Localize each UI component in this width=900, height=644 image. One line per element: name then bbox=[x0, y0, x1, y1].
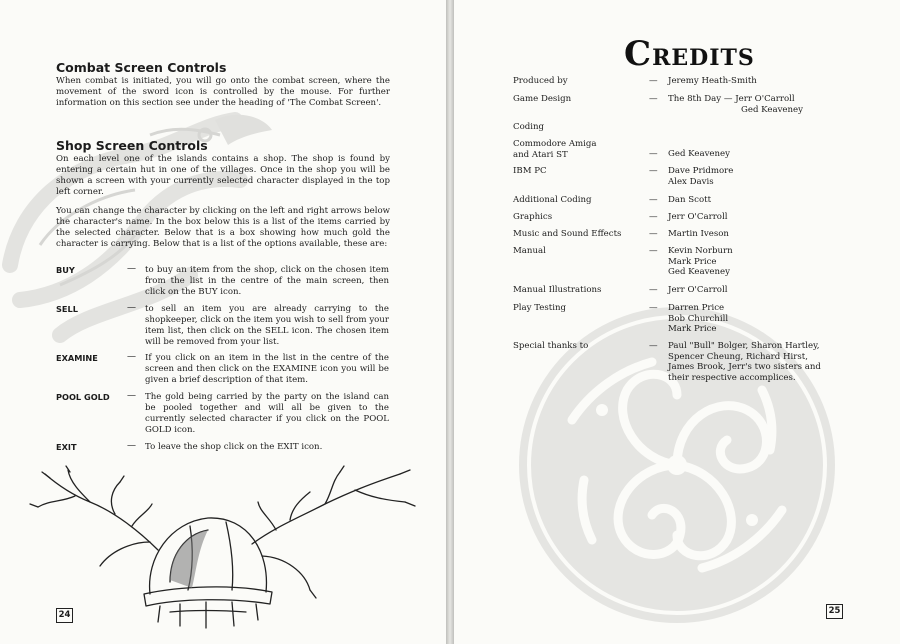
credit-names bbox=[668, 94, 858, 115]
credit-name: Spencer Cheung, Richard Hirst, bbox=[668, 351, 808, 362]
credit-role: IBM PC bbox=[513, 166, 547, 176]
combat-heading: Combat Screen Controls bbox=[56, 60, 227, 75]
credit-name: Mark Price bbox=[668, 256, 717, 267]
credit-role: Music and Sound Effects bbox=[513, 229, 622, 239]
option-description: If you click on an item in the list in the centre of the screen and then click on the EXAMINE icon you will be given a brief description of that item. bbox=[145, 353, 389, 386]
shop-heading: Shop Screen Controls bbox=[56, 138, 208, 153]
credit-dash: — bbox=[649, 341, 658, 351]
credits-title-initial: C bbox=[624, 34, 653, 74]
horned-helmet-illustration bbox=[20, 462, 430, 630]
credit-dash: — bbox=[649, 195, 658, 205]
credit-names bbox=[668, 303, 858, 335]
page-number-right: 25 bbox=[826, 604, 843, 619]
option-description: to buy an item from the shop, click on the chosen item from the list in the centre of the main screen, then click on the BUY icon. bbox=[145, 265, 389, 298]
option-dash: — bbox=[127, 264, 136, 274]
option-dash: — bbox=[127, 391, 136, 401]
credit-role: Special thanks to bbox=[513, 341, 589, 351]
credit-dash: — bbox=[649, 212, 658, 222]
option-term: EXAMINE bbox=[56, 353, 98, 363]
credit-names bbox=[668, 341, 858, 383]
right-page bbox=[454, 0, 900, 644]
credit-name: James Brook, Jerr's two sisters and bbox=[668, 362, 821, 373]
credit-dash: — bbox=[649, 94, 658, 104]
credit-name: Mark Price bbox=[668, 324, 717, 335]
credit-role: Game Design bbox=[513, 94, 572, 104]
credit-name: Alex Davis bbox=[668, 176, 714, 187]
credit-name: their respective accomplices. bbox=[668, 372, 796, 383]
option-term: EXIT bbox=[56, 442, 77, 452]
credit-name: Ged Keaveney bbox=[668, 149, 730, 159]
credit-role: Play Testing bbox=[513, 303, 567, 313]
option-term: SELL bbox=[56, 304, 78, 314]
credit-role: Commodore Amiga and Atari ST bbox=[513, 139, 597, 160]
option-description: The gold being carried by the party on the island can be pooled together and will all be given to the currently selected character if you click on the POOL GOLD icon. bbox=[145, 392, 389, 436]
credit-names bbox=[668, 212, 858, 223]
page-number-left: 24 bbox=[56, 608, 73, 623]
credit-names bbox=[668, 166, 858, 187]
option-dash: — bbox=[127, 441, 136, 451]
credit-names bbox=[668, 229, 858, 240]
credit-name: Dan Scott bbox=[668, 195, 712, 205]
credit-name: Jerr O'Carroll bbox=[668, 285, 728, 295]
option-description: To leave the shop click on the EXIT icon. bbox=[145, 442, 323, 452]
credit-name: Darren Price bbox=[668, 303, 725, 313]
option-term: POOL GOLD bbox=[56, 392, 110, 402]
shop-paragraph-1: On each level one of the islands contains a shop. The shop is found by entering a certain hut in one of the villages. Once in the shop you will be shown a screen with your currently selected character displayed in the top left corner. bbox=[56, 154, 390, 198]
credit-name: Kevin Norburn bbox=[668, 246, 733, 256]
credit-name: Dave Pridmore bbox=[668, 166, 734, 176]
credits-title bbox=[624, 34, 755, 74]
shop-paragraph-2: You can change the character by clicking on the left and right arrows below the character's name. In the box below this is a list of the items carried by the selected character. Below that is a box showing how much gold the character is carrying. Below that is a list of the options available, these are: bbox=[56, 206, 390, 250]
credit-dash: — bbox=[649, 166, 658, 176]
book-gutter bbox=[446, 0, 454, 644]
credit-name: Ged Keaveney bbox=[741, 104, 803, 115]
option-term: BUY bbox=[56, 265, 75, 275]
credit-dash: — bbox=[649, 229, 658, 239]
credit-names bbox=[668, 76, 858, 87]
credit-dash: — bbox=[649, 76, 658, 86]
left-page bbox=[0, 0, 446, 644]
option-dash: — bbox=[127, 352, 136, 362]
credit-dash: — bbox=[649, 246, 658, 256]
credit-role: Graphics bbox=[513, 212, 553, 222]
credit-role: Manual Illustrations bbox=[513, 285, 602, 295]
credit-name: Martin Iveson bbox=[668, 229, 729, 239]
option-dash: — bbox=[127, 303, 136, 313]
credit-role: Manual bbox=[513, 246, 546, 256]
credit-role: Coding bbox=[513, 122, 545, 132]
option-description: to sell an item you are already carrying to the shopkeeper, click on the item you wish to sell from your item list, then click on the SELL icon. The chosen item will be removed from your list. bbox=[145, 304, 389, 348]
credit-names bbox=[668, 149, 858, 160]
combat-text: When combat is initiated, you will go onto the combat screen, where the movement of the sword icon is controlled by the mouse. For further information on this section see under the heading of 'The Combat Screen'. bbox=[56, 76, 390, 109]
credit-name: The 8th Day — Jerr O'Carroll bbox=[668, 94, 795, 104]
credit-name: Ged Keaveney bbox=[668, 267, 730, 278]
credit-role: Additional Coding bbox=[513, 195, 592, 205]
credit-name: Jerr O'Carroll bbox=[668, 212, 728, 222]
credit-name: Jeremy Heath-Smith bbox=[668, 76, 757, 86]
credit-dash: — bbox=[649, 285, 658, 295]
credit-dash: — bbox=[649, 149, 658, 159]
credit-dash: — bbox=[649, 303, 658, 313]
credit-names bbox=[668, 285, 858, 296]
credit-name: Paul "Bull" Bolger, Sharon Hartley, bbox=[668, 341, 820, 351]
credit-names bbox=[668, 195, 858, 206]
credit-role: Produced by bbox=[513, 76, 568, 86]
credit-names bbox=[668, 246, 858, 278]
credit-name: Bob Churchill bbox=[668, 313, 729, 324]
credits-title-rest: REDITS bbox=[652, 45, 755, 71]
